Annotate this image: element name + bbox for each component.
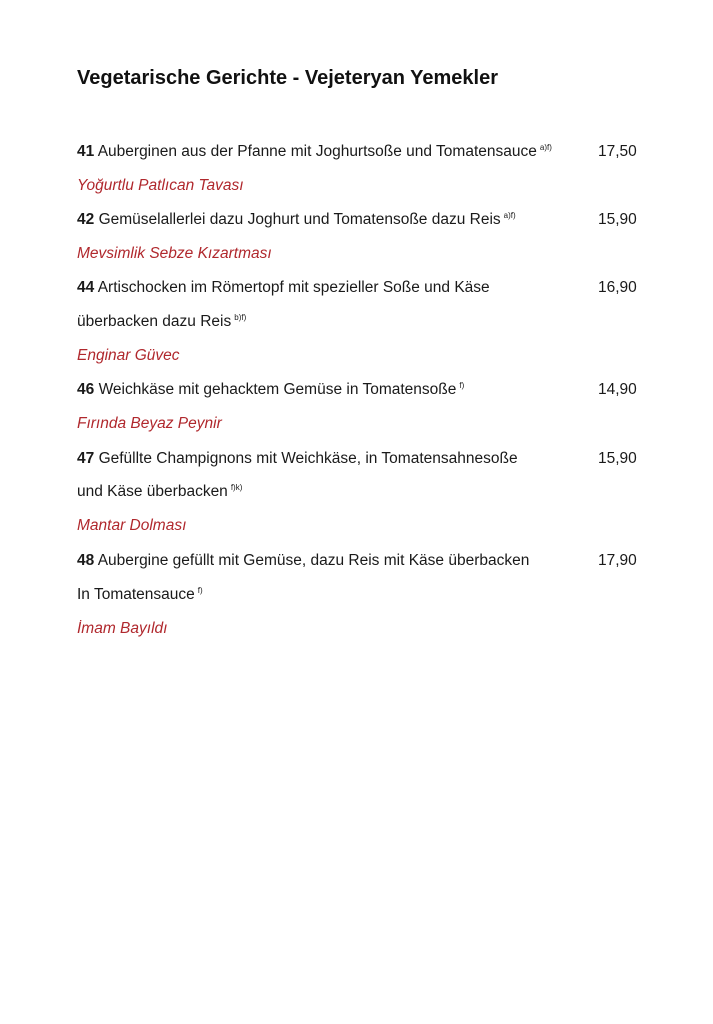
dish-price: 15,90: [598, 450, 637, 467]
dish-turkish-name: Fırında Beyaz Peynir: [77, 415, 222, 432]
page-title: Vegetarische Gerichte - Vejeteryan Yemekler: [77, 67, 498, 89]
dish-number: 48: [77, 552, 95, 569]
dish-number: 47: [77, 450, 95, 467]
dish-price: 17,90: [598, 552, 637, 569]
dish-47-description: [77, 449, 518, 469]
dish-48-description: [77, 551, 529, 571]
dish-46-description: [77, 380, 464, 400]
dish-price: 14,90: [598, 381, 637, 398]
dish-number: 42: [77, 211, 95, 228]
dish-number: 46: [77, 381, 95, 398]
allergen-codes: a)f): [503, 211, 516, 220]
allergen-codes: a)f): [539, 143, 552, 152]
dish-turkish-name: Yoğurtlu Patlıcan Tavası: [77, 177, 244, 194]
dish-44-description: [77, 278, 490, 298]
dish-description: Weichkäse mit gehacktem Gemüse in Tomatensoße: [98, 381, 457, 398]
dish-description: Gemüselallerlei dazu Joghurt und Tomatensoße dazu Reis: [98, 211, 501, 228]
dish-number: 41: [77, 143, 95, 160]
dish-42-description: [77, 210, 516, 230]
dish-44-description-cont: [77, 312, 246, 332]
dish-turkish-name: Mevsimlik Sebze Kızartması: [77, 245, 272, 262]
dish-turkish-name: Mantar Dolması: [77, 517, 187, 534]
dish-48-description-cont: [77, 585, 203, 605]
dish-41-description: [77, 142, 552, 162]
dish-description: Gefüllte Champignons mit Weichkäse, in Tomatensahnesoße: [98, 450, 518, 467]
allergen-codes: f): [197, 586, 203, 595]
dish-price: 15,90: [598, 211, 637, 228]
allergen-codes: f)k): [230, 483, 243, 492]
dish-number: 44: [77, 279, 95, 296]
allergen-codes: f): [459, 381, 465, 390]
dish-description: Artischocken im Römertopf mit spezieller Soße und Käse: [97, 279, 490, 296]
dish-description: Aubergine gefüllt mit Gemüse, dazu Reis mit Käse überbacken: [97, 552, 530, 569]
dish-price: 17,50: [598, 143, 637, 160]
dish-price: 16,90: [598, 279, 637, 296]
dish-turkish-name: İmam Bayıldı: [77, 620, 168, 637]
dish-description: Auberginen aus der Pfanne mit Joghurtsoße und Tomatensauce: [97, 143, 537, 160]
dish-description: und Käse überbacken: [77, 483, 228, 500]
dish-description: überbacken dazu Reis: [77, 313, 232, 330]
dish-description: In Tomatensauce: [77, 586, 195, 603]
allergen-codes: b)f): [234, 313, 247, 322]
dish-47-description-cont: [77, 482, 242, 502]
dish-turkish-name: Enginar Güvec: [77, 347, 180, 364]
